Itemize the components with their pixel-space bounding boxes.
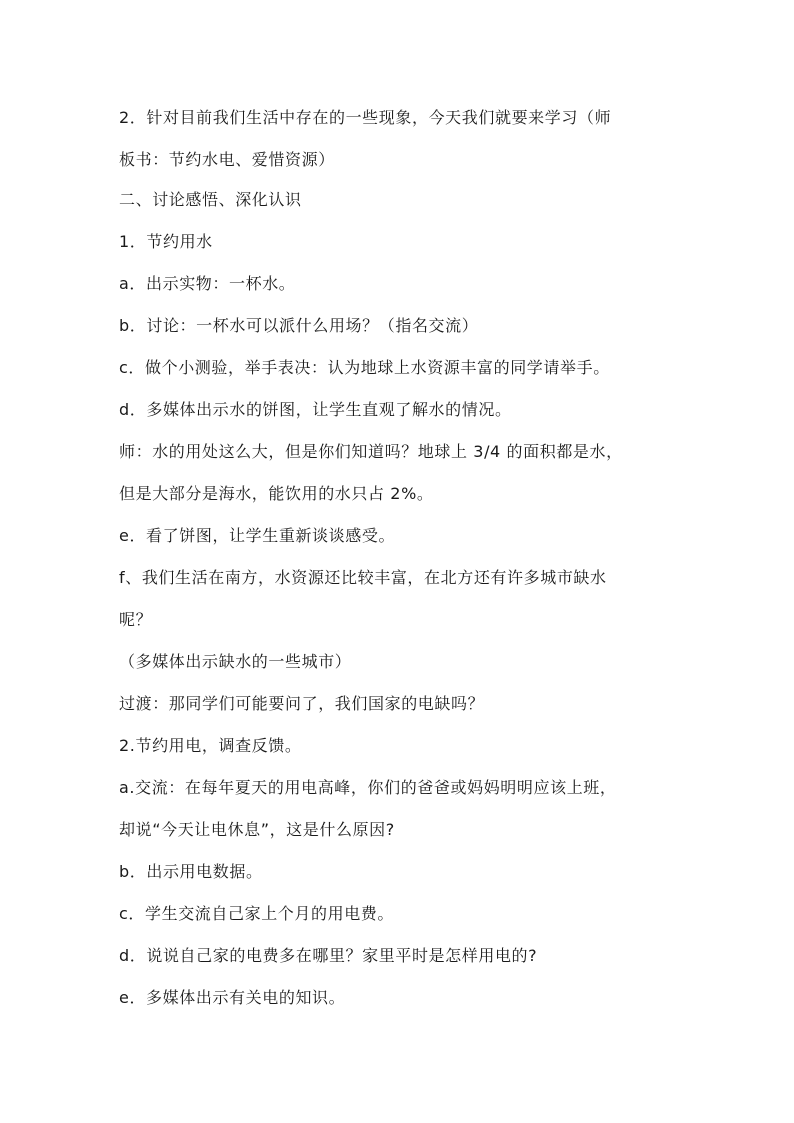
paragraph-line: 2．针对目前我们生活中存在的一些现象，今天我们就要来学习（师 — [119, 108, 612, 127]
paragraph-line: 但是大部分是海水，能饮用的水只占 2%。 — [119, 484, 434, 503]
paragraph-line: f、我们生活在南方，水资源还比较丰富，在北方还有许多城市缺水 — [119, 568, 607, 587]
paragraph-line: b．出示用电数据。 — [119, 862, 263, 881]
paragraph-line: 师：水的用处这么大，但是你们知道吗？地球上 3/4 的面积都是水， — [119, 442, 623, 461]
paragraph-line: 却说“今天让电休息”，这是什么原因? — [119, 820, 395, 839]
paragraph-line: c．做个小测验，举手表决：认为地球上水资源丰富的同学请举手。 — [119, 358, 610, 377]
paragraph-line: c．学生交流自己家上个月的用电费。 — [119, 904, 394, 923]
section-heading: 二、讨论感悟、深化认识 — [119, 190, 302, 209]
paragraph-line: （多媒体出示缺水的一些城市） — [119, 652, 352, 671]
paragraph-line: 板书：节约水电、爱惜资源） — [119, 150, 335, 169]
subsection-heading: 1．节约用水 — [119, 232, 213, 251]
paragraph-line: e．多媒体出示有关电的知识。 — [119, 988, 346, 1007]
paragraph-line: d．多媒体出示水的饼图，让学生直观了解水的情况。 — [119, 400, 512, 419]
paragraph-line: a.交流：在每年夏天的用电高峰，你们的爸爸或妈妈明明应该上班， — [119, 778, 617, 797]
paragraph-line: a．出示实物：一杯水。 — [119, 274, 296, 293]
paragraph-line: d．说说自己家的电费多在哪里？家里平时是怎样用电的? — [119, 946, 538, 965]
paragraph-line: 呢？ — [119, 610, 153, 629]
paragraph-line: b．讨论：一杯水可以派什么用场？（指名交流） — [119, 316, 479, 335]
paragraph-line: 过渡：那同学们可能要问了，我们国家的电缺吗？ — [119, 694, 485, 713]
paragraph-line: e．看了饼图，让学生重新谈谈感受。 — [119, 526, 396, 545]
subsection-heading: 2.节约用电，调查反馈。 — [119, 736, 302, 755]
